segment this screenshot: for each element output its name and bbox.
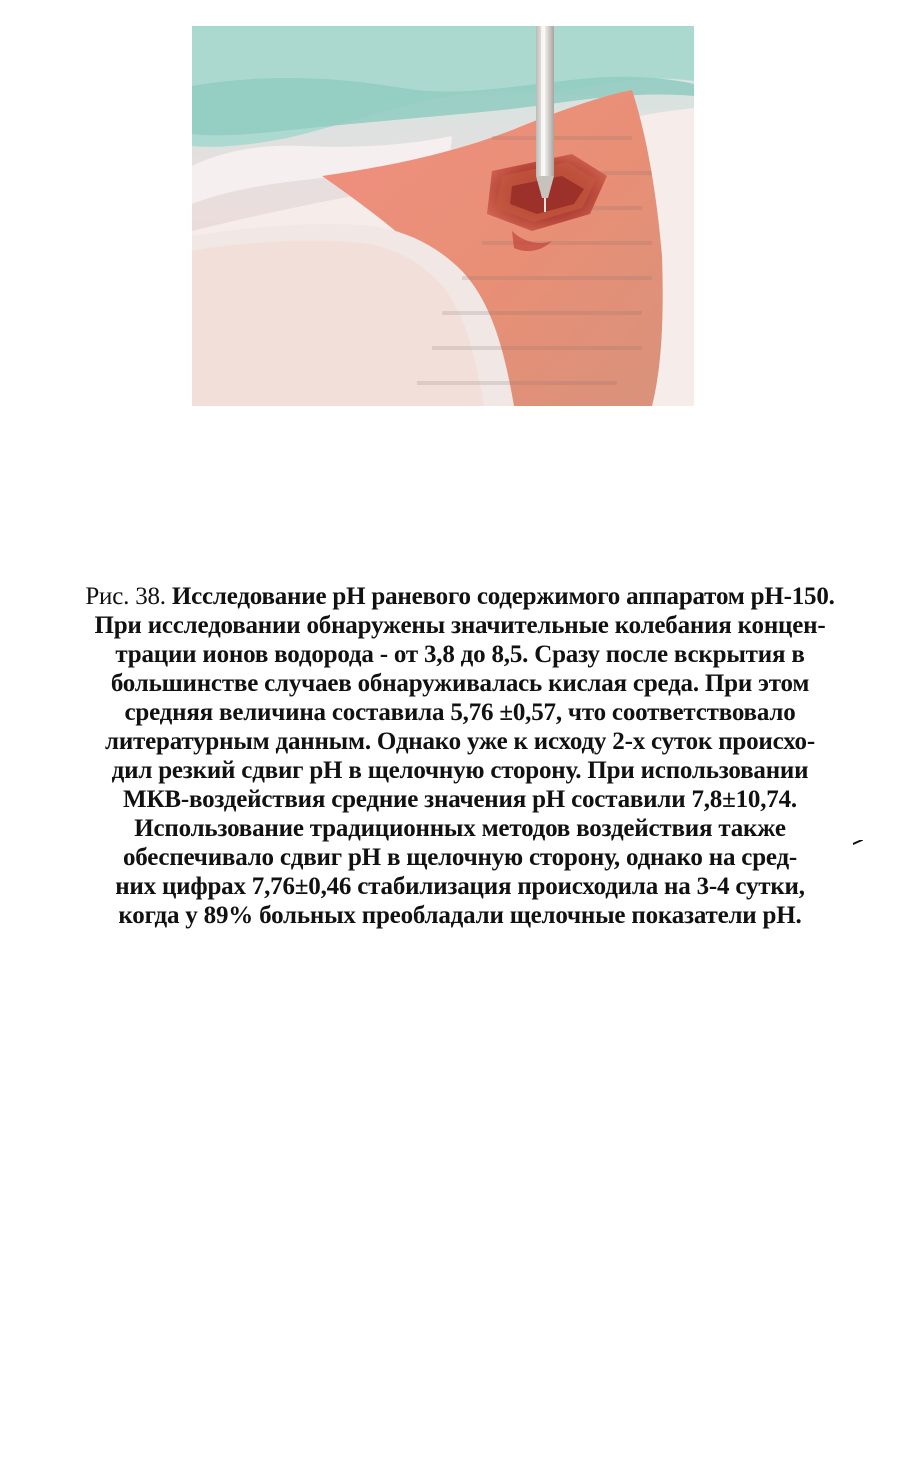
caption-label: Рис. 38. <box>85 583 166 610</box>
caption-line: трации ионов водорода - от 3,8 до 8,5. Сразу после вскрытия в <box>115 641 805 668</box>
caption-title: Исследование pH раневого содержимого аппаратом pH-150. <box>165 583 835 610</box>
caption-line: них цифрах 7,76±0,46 стабилизация происходила на 3-4 сутки, <box>115 873 805 900</box>
figure-caption <box>40 582 880 930</box>
caption-line: МКВ-воздействия средние значения pH составили 7,8±10,74. <box>123 786 797 813</box>
caption-line: дил резкий сдвиг pH в щелочную сторону. При использовании <box>111 757 809 784</box>
caption-line: средняя величина составила 5,76 ±0,57, что соответствовало <box>124 699 796 726</box>
stray-ink-mark <box>853 840 863 845</box>
wound-photo-illustration <box>192 26 694 406</box>
caption-line <box>40 582 880 611</box>
caption-line: когда у 89% больных преобладали щелочные показатели pH. <box>118 902 802 929</box>
caption-line: Использование традиционных методов воздействия также <box>134 815 786 842</box>
caption-line: литературным данным. Однако уже к исходу 2-х суток происхо- <box>105 728 815 755</box>
caption-line: большинстве случаев обнаруживалась кислая среда. При этом <box>110 670 810 697</box>
caption-line: обеспечивало сдвиг pH в щелочную сторону, однако на сред- <box>122 844 798 871</box>
figure-photo <box>192 26 694 406</box>
caption-line: При исследовании обнаружены значительные колебания концен- <box>94 612 826 639</box>
